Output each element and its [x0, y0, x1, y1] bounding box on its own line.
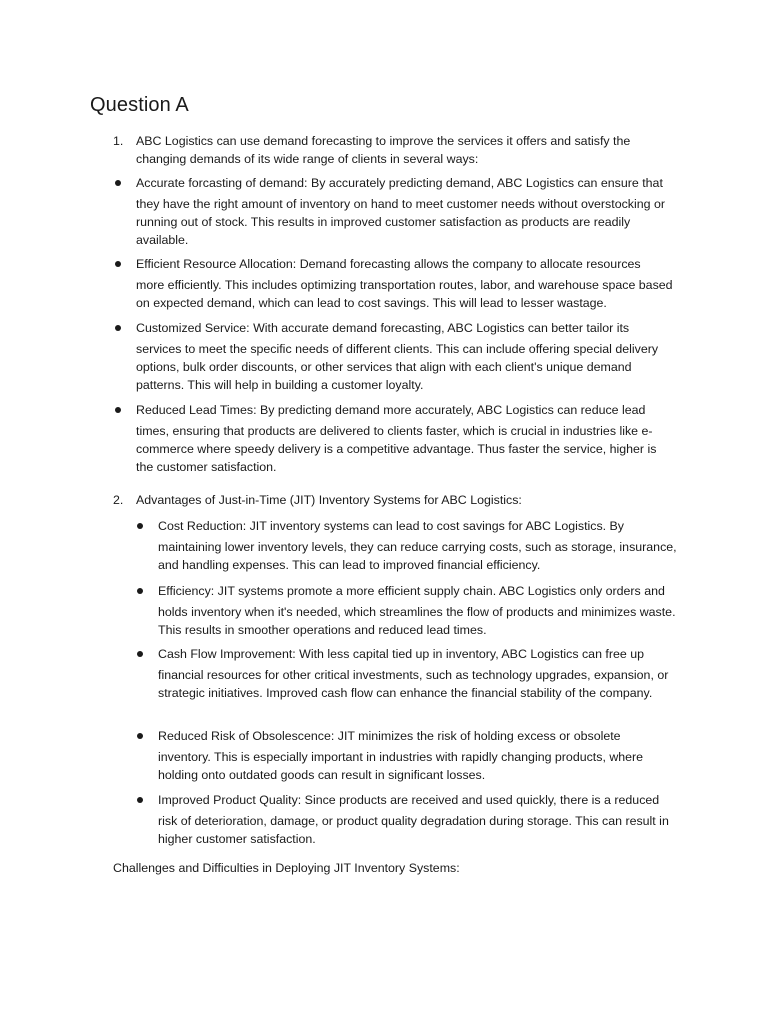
list-number-1: 1.	[113, 134, 124, 148]
bullet-first-line: Cost Reduction: JIT inventory systems can lead to cost savings for ABC Logistics. By	[158, 519, 624, 533]
bullet-continuation: services to meet the specific needs of different clients. This can include offering special delivery options, bulk order discounts, or other services that align with each client's unique demand patterns. This will help in building a customer loyalty.	[136, 342, 659, 392]
bullet-first-line: Reduced Lead Times: By predicting demand more accurately, ABC Logistics can reduce lead	[136, 403, 646, 417]
bullet-continuation: inventory. This is especially important in industries with rapidly changing products, where holding onto outdated goods can result in significant losses.	[158, 750, 644, 782]
bullet-item-customized-service	[136, 319, 676, 394]
bullet-continuation: times, ensuring that products are delivered to clients faster, which is crucial in industries like e-commerce where speedy delivery is a competitive advantage. Thus faster the service, higher is the customer satisfaction.	[136, 424, 657, 474]
bullet-dot	[115, 407, 121, 413]
bullet-item-demand-forecasting	[136, 174, 676, 249]
bullet-first-line: Efficiency: JIT systems promote a more efficient supply chain. ABC Logistics only orders and	[158, 584, 665, 598]
bullet-continuation: holds inventory when it's needed, which streamlines the flow of products and minimizes waste. This results in smoother operations and reduced lead times.	[158, 605, 676, 637]
bullet-dot	[115, 261, 121, 267]
bullet-continuation: they have the right amount of inventory on hand to meet customer needs without overstocking or running out of stock. This results in improved customer satisfaction as products are readily available.	[136, 197, 665, 247]
bullet-first-line: Efficient Resource Allocation: Demand forecasting allows the company to allocate resources	[136, 257, 641, 271]
bullet-item-obsolescence	[158, 727, 678, 784]
list-item-1-text: ABC Logistics can use demand forecasting to improve the services it offers and satisfy the changing demands of its wide range of clients in several ways:	[136, 134, 631, 166]
bullet-continuation: more efficiently. This includes optimizing transportation routes, labor, and warehouse space based on expected demand, which can lead to cost savings. This will lead to lesser wastage.	[136, 278, 673, 310]
bullet-continuation: maintaining lower inventory levels, they can reduce carrying costs, such as storage, insurance, and handling expenses. This can lead to improved financial efficiency.	[158, 540, 677, 572]
bullet-continuation: risk of deterioration, damage, or product quality degradation during storage. This can result in higher customer satisfaction.	[158, 814, 669, 846]
section-subheading: Challenges and Difficulties in Deploying JIT Inventory Systems:	[113, 861, 460, 875]
bullet-item-product-quality	[158, 791, 678, 848]
bullet-item-reduced-lead-times	[136, 401, 676, 476]
bullet-item-cash-flow	[158, 645, 678, 702]
bullet-first-line: Improved Product Quality: Since products are received and used quickly, there is a reduced	[158, 793, 660, 807]
bullet-item-efficiency	[158, 582, 678, 639]
bullet-dot	[137, 797, 143, 803]
bullet-dot	[115, 180, 121, 186]
bullet-dot	[137, 651, 143, 657]
bullet-dot	[137, 588, 143, 594]
bullet-dot	[115, 325, 121, 331]
bullet-first-line: Cash Flow Improvement: With less capital tied up in inventory, ABC Logistics can free up	[158, 647, 644, 661]
page-title: Question A	[90, 94, 189, 116]
bullet-continuation: financial resources for other critical investments, such as technology upgrades, expansion, or strategic initiatives. Improved cash flow can enhance the financial stability of the company.	[158, 668, 669, 700]
bullet-first-line: Accurate forcasting of demand: By accurately predicting demand, ABC Logistics can ensure that	[136, 176, 663, 190]
bullet-item-resource-allocation	[136, 255, 676, 312]
bullet-first-line: Reduced Risk of Obsolescence: JIT minimizes the risk of holding excess or obsolete	[158, 729, 621, 743]
bullet-item-cost-reduction	[158, 517, 678, 574]
bullet-first-line: Customized Service: With accurate demand forecasting, ABC Logistics can better tailor its	[136, 321, 630, 335]
bullet-dot	[137, 733, 143, 739]
list-number-2: 2.	[113, 493, 124, 507]
bullet-dot	[137, 523, 143, 529]
list-item-2-text: Advantages of Just-in-Time (JIT) Inventory Systems for ABC Logistics:	[136, 493, 522, 507]
